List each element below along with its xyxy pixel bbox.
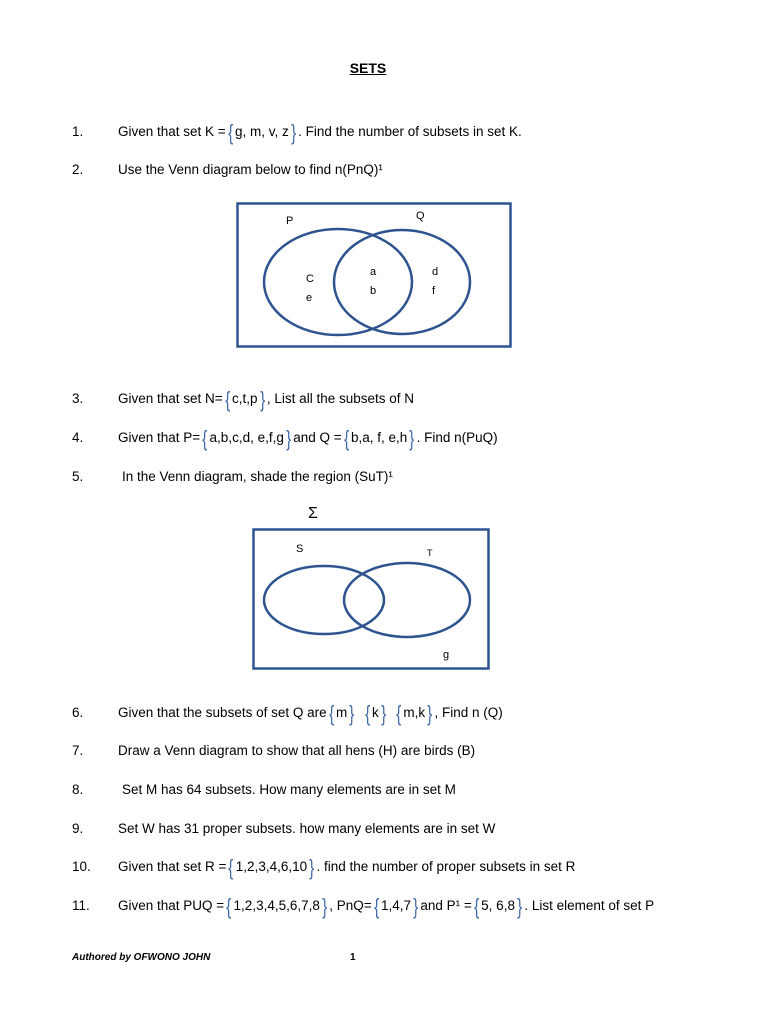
set-r: 1,2,3,4,6,10 [235, 859, 308, 874]
question-9: Set W has 31 proper subsets. how many elements are in set W [118, 821, 496, 836]
question-4-pre: Given that P= [118, 430, 201, 445]
universal-set-box [254, 530, 489, 669]
element-g: g [443, 649, 450, 661]
question-4 [118, 425, 498, 451]
open-brace-icon: { [202, 425, 208, 451]
close-brace-icon: } [290, 119, 297, 145]
question-11-mid1: , PnQ= [329, 898, 372, 913]
subset-k: k [371, 705, 379, 720]
circle-q [334, 230, 470, 334]
close-brace-icon: } [427, 700, 433, 726]
question-number: 3. [72, 391, 84, 406]
open-brace-icon: { [328, 700, 334, 726]
question-11-pre: Given that PUQ = [118, 898, 225, 913]
subset-mk: m,k [403, 705, 426, 720]
question-number: 2. [72, 162, 84, 177]
question-10-post: . find the number of proper subsets in set R [316, 859, 576, 874]
venn-diagram-p-q [236, 202, 512, 348]
set-p-union-q: 1,2,3,4,5,6,7,8 [233, 898, 320, 913]
label-t: T [427, 548, 433, 558]
question-number: 10. [72, 859, 91, 874]
question-number: 1. [72, 124, 84, 139]
circle-s [264, 566, 384, 634]
venn-s-t-drawing [252, 528, 490, 670]
question-10 [118, 854, 576, 880]
subset-m: m [335, 705, 348, 720]
label-q: Q [416, 210, 425, 222]
question-number: 5. [72, 469, 84, 484]
question-2: Use the Venn diagram below to find n(PnQ)¹ [118, 162, 383, 177]
footer-author: Authored by OFWONO JOHN [72, 952, 211, 963]
element-f: f [432, 285, 436, 297]
question-number: 8. [72, 782, 84, 797]
question-11-post: . List element of set P [524, 898, 655, 913]
question-10-pre: Given that set R = [118, 859, 227, 874]
close-brace-icon: } [409, 425, 415, 451]
question-number: 11. [72, 898, 90, 913]
question-8: Set M has 64 subsets. How many elements are in set M [122, 782, 456, 797]
set-n: c,t,p [232, 391, 258, 406]
universal-set-sigma: Σ [308, 505, 318, 522]
question-number: 4. [72, 430, 84, 445]
question-3-post: , List all the subsets of N [266, 391, 414, 406]
set-q: b,a, f, e,h [350, 430, 408, 445]
open-brace-icon: { [226, 893, 232, 919]
close-brace-icon: } [380, 700, 386, 726]
open-brace-icon: { [396, 700, 402, 726]
label-s: S [296, 543, 304, 555]
question-6-pre: Given that the subsets of set Q are [118, 705, 327, 720]
circle-t [344, 563, 470, 637]
element-b: b [370, 285, 377, 297]
close-brace-icon: } [285, 425, 292, 451]
set-k: g, m, v, z [235, 124, 289, 139]
element-d: d [432, 266, 439, 278]
close-brace-icon: } [309, 854, 315, 880]
question-3 [118, 386, 414, 412]
set-p-complement: 5, 6,8 [481, 898, 515, 913]
question-6-post: , Find n (Q) [434, 705, 503, 720]
close-brace-icon: } [321, 893, 328, 919]
question-11-mid2: and P¹ = [420, 898, 472, 913]
question-6 [118, 700, 503, 726]
page-title: SETS [349, 60, 387, 76]
venn-diagram-s-t [252, 528, 490, 670]
question-4-post: . Find n(PuQ) [416, 430, 498, 445]
question-11 [118, 893, 655, 919]
element-c: C [306, 273, 314, 285]
open-brace-icon: { [228, 854, 234, 880]
open-brace-icon: { [227, 119, 233, 145]
circle-p [264, 229, 412, 335]
open-brace-icon: { [343, 425, 349, 451]
question-1 [118, 119, 522, 145]
question-3-pre: Given that set N= [118, 391, 223, 406]
question-number: 7. [72, 743, 84, 758]
open-brace-icon: { [473, 893, 480, 919]
element-e: e [306, 292, 313, 304]
close-brace-icon: } [413, 893, 419, 919]
question-5: In the Venn diagram, shade the region (SuT)¹ [122, 469, 393, 484]
question-4-mid: and Q = [293, 430, 342, 445]
open-brace-icon: { [224, 386, 230, 412]
question-number: 9. [72, 821, 84, 836]
question-number: 6. [72, 705, 84, 720]
open-brace-icon: { [373, 893, 379, 919]
question-1-pre: Given that set K = [118, 124, 226, 139]
set-p-intersect-q: 1,4,7 [381, 898, 412, 913]
question-7: Draw a Venn diagram to show that all hens (H) are birds (B) [118, 743, 476, 758]
close-brace-icon: } [349, 700, 355, 726]
question-1-post: . Find the number of subsets in set K. [298, 124, 522, 139]
element-a: a [370, 266, 377, 278]
open-brace-icon: { [364, 700, 370, 726]
close-brace-icon: } [259, 386, 265, 412]
label-p: P [286, 215, 294, 227]
set-p: a,b,c,d, e,f,g [209, 430, 284, 445]
close-brace-icon: } [517, 893, 523, 919]
page-number: 1 [350, 952, 356, 963]
